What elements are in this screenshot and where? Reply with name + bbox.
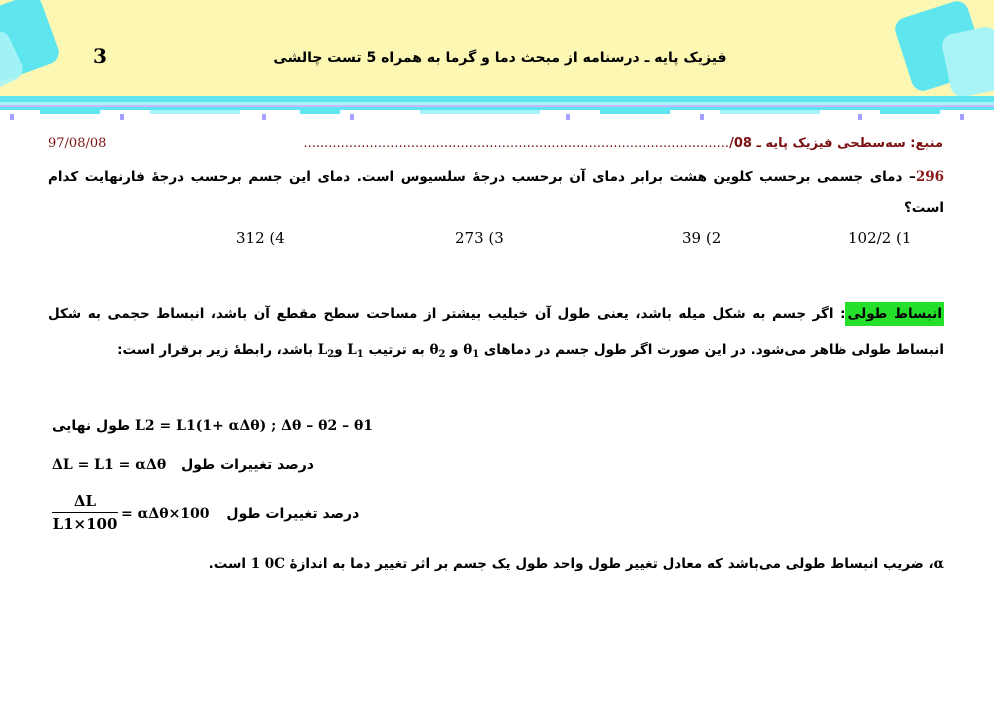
and2-text: و [334, 342, 348, 358]
theta2-letter: θ [429, 342, 439, 358]
question-text [48, 162, 944, 224]
page-title: فیزیک پایه ـ درسنامه از مبحث دما و گرما به همراه 5 تست چالشی [273, 50, 727, 66]
decor-square-right-small [940, 25, 994, 99]
stripe [566, 114, 570, 120]
L2-letter: L [317, 342, 328, 358]
question-number: 296 [915, 169, 944, 185]
stripe [420, 110, 540, 114]
source-dots: ....................................................................................................... [303, 136, 730, 151]
theta1-letter: θ [463, 342, 473, 358]
option-4-label: 312 (4 [236, 229, 285, 247]
stripe [10, 114, 14, 120]
option-1[interactable] [848, 229, 911, 247]
stripe [600, 110, 670, 114]
stripe [960, 114, 964, 120]
alpha-definition [48, 556, 944, 572]
formula-percent-change-expr: = αΔθ×100 [121, 506, 210, 522]
L1-symbol [347, 342, 363, 358]
formula-final-length-expr: L2 = L1(1+ αΔθ) ; Δθ – θ2 – θ1 [135, 418, 374, 434]
stripe [150, 110, 240, 114]
theta2-symbol [429, 342, 445, 358]
stripe [880, 110, 940, 114]
end-text: باشد، رابطهٔ زیر برقرار است: [117, 342, 318, 358]
alpha-definition-end: است. [208, 556, 251, 572]
formula-final-length [52, 418, 373, 434]
L1-letter: L [347, 342, 357, 358]
stripe [120, 114, 124, 120]
source-line [48, 136, 943, 154]
stripe [40, 110, 100, 114]
option-3[interactable] [455, 229, 504, 247]
alpha-symbol: α [933, 556, 944, 572]
formula-length-change-expr: ΔL = L1 = αΔθ [52, 457, 167, 473]
L1-subscript: 1 [356, 349, 364, 360]
linear-expansion-term: انبساط طولی [845, 302, 944, 326]
L2-subscript: 2 [327, 349, 335, 360]
option-2[interactable] [682, 229, 721, 247]
option-3-label: 273 (3 [455, 229, 504, 247]
option-1-label: 102/2 (1 [848, 229, 912, 247]
formula-percent-change [121, 506, 359, 522]
page-number: 3 [93, 44, 107, 68]
page-header [0, 0, 994, 104]
stripe [700, 114, 704, 120]
stripe [720, 110, 820, 114]
respect-text: به ترتیب [363, 342, 430, 358]
source-date: 97/08/08 [48, 136, 107, 151]
header-stripe-band [0, 96, 994, 120]
option-2-label: 39 (2 [682, 229, 722, 247]
L2-symbol [318, 342, 334, 358]
linear-expansion-paragraph [48, 296, 944, 373]
linear-expansion-line: : اگر جسم به شکل میله باشد، یعنی طول آن خیلیب بیشتر از مساحت سطح مقطع آن باشد، انبساط حجمی به شکل انبساط طولی ظاهر می‌شود. در این صورت اگر طول جسم در دماهای [48, 306, 944, 358]
stripe [858, 114, 862, 120]
source-label: منبع: سه‌سطحی فیزیک پایه ـ 08/ [729, 136, 943, 151]
and-text: و [445, 342, 464, 358]
fraction-numerator: ΔL [73, 492, 97, 510]
alpha-unit: 1 0C [250, 556, 285, 572]
theta1-symbol [463, 342, 479, 358]
theta1-subscript: 1 [472, 349, 480, 360]
fraction-denominator: L1×100 [52, 515, 118, 533]
formula-final-length-label: طول نهایی [52, 418, 131, 434]
fraction-delta-L [50, 492, 120, 535]
formula-percent-change-label: درصد تغییرات طول [226, 506, 360, 522]
formula-length-change [52, 457, 314, 473]
theta2-subscript: 2 [438, 349, 446, 360]
stripe [350, 114, 354, 120]
option-4[interactable] [236, 229, 285, 247]
alpha-definition-text: ، ضریب انبساط طولی می‌باشد که معادل تغییر طول واحد طول یک جسم بر اثر تغییر دما به اندازهٔ [284, 556, 934, 572]
stripe [300, 110, 340, 114]
formula-length-change-label: درصد تغییرات طول [181, 457, 314, 473]
question-body: – دمای جسمی برحسب کلوین هشت برابر دمای آن برحسب درجهٔ سلسیوس است. دمای این جسم برحسب درجهٔ فارنهایت کدام است؟ [48, 169, 944, 216]
stripe [262, 114, 266, 120]
